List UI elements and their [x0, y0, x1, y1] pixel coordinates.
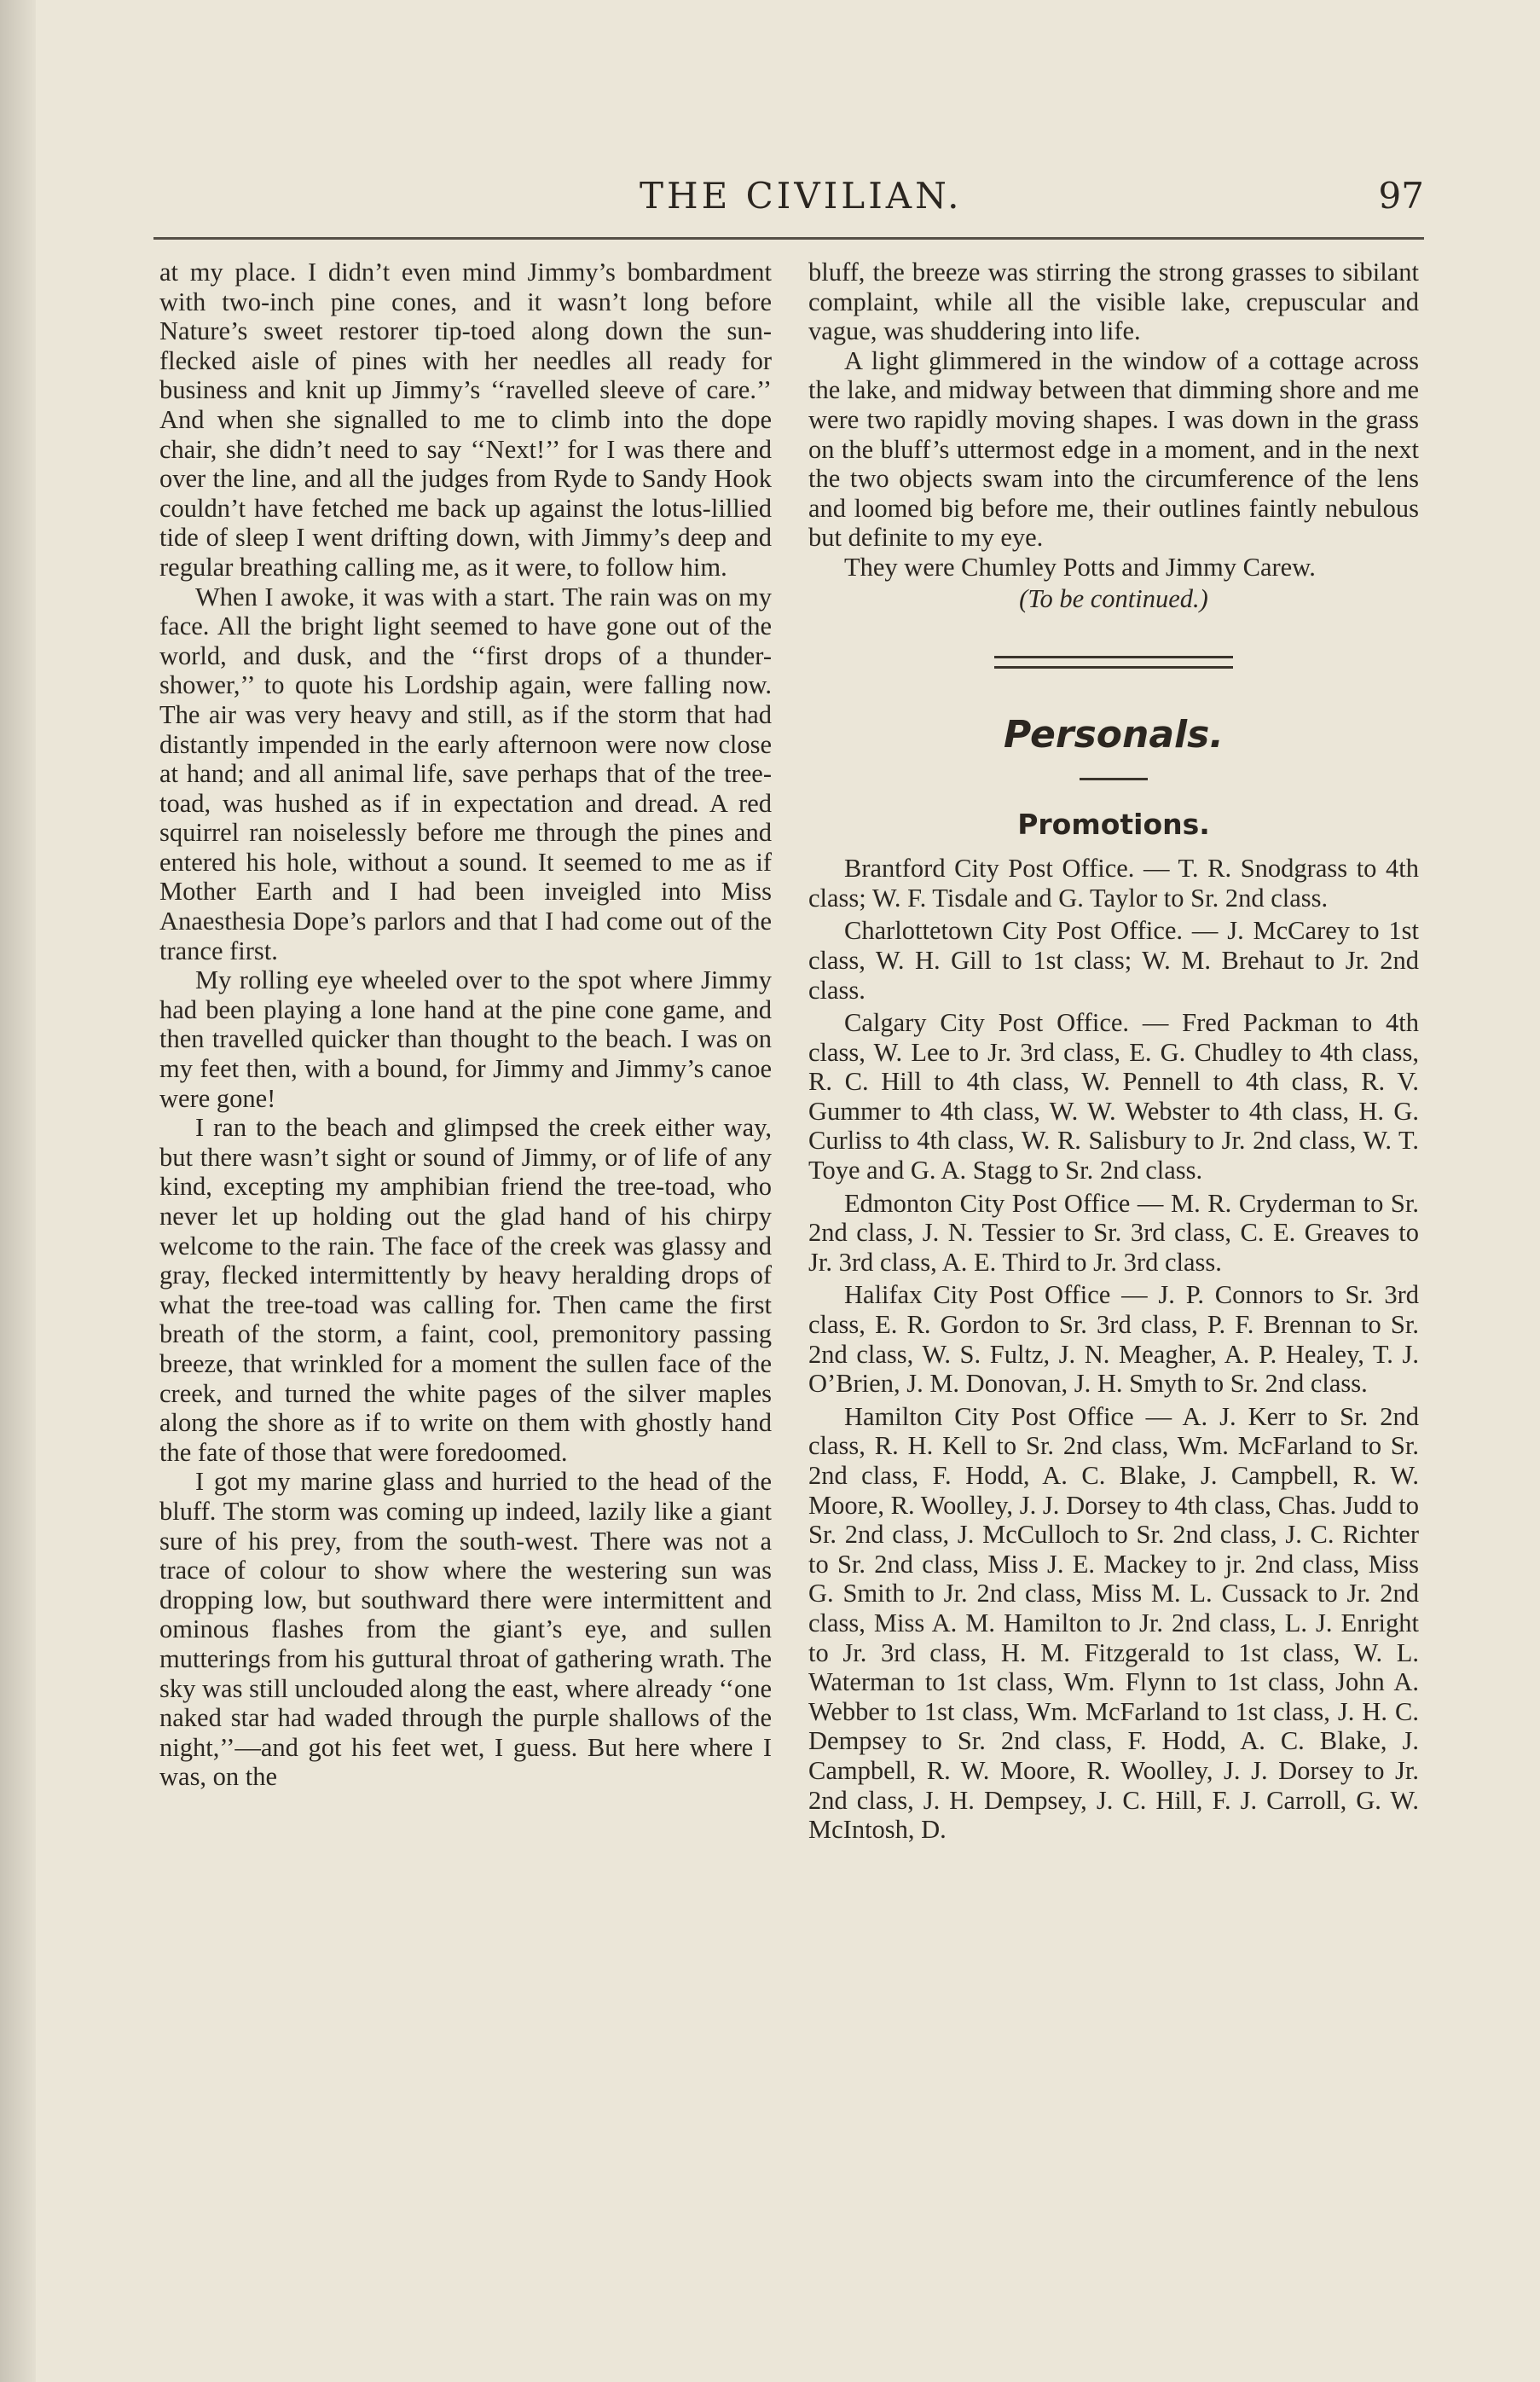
header-rule [153, 237, 1424, 240]
short-rule [1080, 778, 1148, 780]
promotion-entry: Edmonton City Post Office — M. R. Cryderman to Sr. 2nd class, J. N. Tessier to Sr. 3rd class, C. E. Greaves to Jr. 3rd class, A. E. Third to Jr. 3rd class. [808, 1188, 1419, 1277]
promotions-list [808, 854, 1419, 1845]
paragraph: They were Chumley Potts and Jimmy Carew. [844, 552, 1316, 582]
journal-title: THE CIVILIAN. [640, 175, 963, 217]
page-number: 97 [1378, 175, 1424, 217]
binding-shadow [0, 0, 36, 2382]
paragraph: A light glimmered in the window of a cottage across the lake, and midway between that dimming shore and me were two rapidly moving shapes. I was down in the grass on the bluff’s uttermost edge in a moment, and in the next the two objects swam into the circumference of the lens and loomed big before me, their outlines faintly nebulous but definite to my eye. [808, 345, 1419, 553]
running-header [153, 175, 1424, 226]
promotion-entry: Brantford City Post Office. — T. R. Snodgrass to 4th class; W. F. Tisdale and G. Taylor to Sr. 2nd class. [808, 854, 1419, 913]
paragraph: bluff, the breeze was stirring the strong grasses to sibilant complaint, while all the visible lake, crepuscular and vague, was shuddering into life. [808, 258, 1419, 346]
paragraph: I got my marine glass and hurried to the head of the bluff. The storm was coming up indeed, lazily like a giant sure of his prey, from the south-west. There was not a trace of colour to show where the westering sun was dropping low, but southward there were intermittent and ominous flashes from the giant’s eye, and sullen mutterings from his guttural throat of gathering wrath. The sky was still unclouded along the east, where already ‘‘one naked star had waded through the purple shallows of the night,’’—and got his feet wet, I guess. But here where I was, on the [159, 1467, 772, 1792]
promotion-entry: Halifax City Post Office — J. P. Connors to Sr. 3rd class, E. R. Gordon to Sr. 3rd class, P. F. Brennan to Sr. 2nd class, W. S. Fultz, J. N. Meagher, A. P. Healey, T. J. O’Brien, J. M. Donovan, J. H. Smyth to Sr. 2nd class. [808, 1280, 1419, 1399]
paragraph: I ran to the beach and glimpsed the creek either way, but there wasn’t sight or sound of Jimmy, or of life of any kind, excepting my amphibian friend the tree-toad, who never let up holding out the glad hand of his chirpy welcome to the rain. The face of the creek was glassy and gray, flecked intermittently by heavy heralding drops of what the tree-toad was calling for. Then came the first breath of the storm, a faint, cool, premonitory passing breeze, that wrinkled for a moment the sullen face of the creek, and turned the white pages of the silver maples along the shore as if to write on them with ghostly hand the fate of those that were foredoomed. [159, 1113, 772, 1467]
left-column [159, 258, 772, 1792]
promotion-entry: Hamilton City Post Office — A. J. Kerr to Sr. 2nd class, R. H. Kell to Sr. 2nd class, Wm. McFarland to Sr. 2nd class, F. Hodd, A. C. Blake, J. Campbell, R. W. Moore, R. Woolley, J. J. Dorsey to 4th class, Chas. Judd to Sr. 2nd class, J. McCulloch to Sr. 2nd class, J. C. Richter to Sr. 2nd class, Miss J. E. Mackey to jr. 2nd class, Miss G. Smith to Jr. 2nd class, Miss M. L. Cussack to Jr. 2nd class, Miss A. M. Hamilton to Jr. 2nd class, L. J. Enright to Jr. 3rd class, H. M. Fitzgerald to 1st class, W. L. Waterman to 1st class, Wm. Flynn to 1st class, John A. Webber to 1st class, Wm. McFarland to 1st class, J. H. C. Dempsey to Sr. 2nd class, F. Hodd, A. C. Blake, J. Campbell, R. W. Moore, R. Woolley, J. J. Dorsey to Jr. 2nd class, J. H. Dempsey, J. C. Hill, F. J. Carroll, G. W. McIntosh, D. [808, 1401, 1419, 1845]
paragraph: My rolling eye wheeled over to the spot where Jimmy had been playing a lone hand at the pine cone game, and then travelled quicker than thought to the beach. I was on my feet then, with a bound, for Jimmy and Jimmy’s canoe were gone! [159, 965, 772, 1113]
to-be-continued: (To be continued.) [1019, 583, 1208, 613]
section-divider-ornament [994, 656, 1233, 669]
paragraph: When I awoke, it was with a start. The rain was on my face. All the bright light seemed to have gone out of the world, and dusk, and the ‘‘first drops of a thunder-shower,’’ to quote his Lordship again, were falling now. The air was very heavy and still, as if the storm that had distantly impended in the early afternoon were now close at hand; and all animal life, save perhaps that of the tree-toad, was hushed as if in expectation and dread. A red squirrel ran noiselessly before me through the pines and entered his hole, without a sound. It seemed to me as if Mother Earth and I had been inveigled into Miss Anaesthesia Dope’s parlors and that I had come out of the trance first. [159, 582, 772, 965]
personals-heading: Personals. [1003, 713, 1224, 757]
paragraph: at my place. I didn’t even mind Jimmy’s bombardment with two-inch pine cones, and it wasn’t long before Nature’s sweet restorer tip-toed along down the sun-flecked aisle of pines with her needles all ready for business and knit up Jimmy’s ‘‘ravelled sleeve of care.’’ And when she signalled to me to climb into the dope chair, she didn’t need to say ‘‘Next!’’ for I was there and over the line, and all the judges from Ryde to Sandy Hook couldn’t have fetched me back up against the lotus-lillied tide of sleep I went drifting down, with Jimmy’s deep and regular breathing calling me, as it were, to follow him. [159, 258, 772, 582]
right-column [808, 258, 1419, 1848]
promotion-entry: Charlottetown City Post Office. — J. McCarey to 1st class, W. H. Gill to 1st class; W. M. Brehaut to Jr. 2nd class. [808, 916, 1419, 1005]
promotion-entry: Calgary City Post Office. — Fred Packman to 4th class, W. Lee to Jr. 3rd class, E. G. Chudley to 4th class, R. C. Hill to 4th class, W. Pennell to 4th class, R. V. Gummer to 4th class, W. W. Webster to 4th class, H. G. Curliss to 4th class, W. R. Salisbury to Jr. 2nd class, W. T. Toye and G. A. Stagg to Sr. 2nd class. [808, 1008, 1419, 1185]
promotions-heading: Promotions. [1017, 808, 1210, 842]
